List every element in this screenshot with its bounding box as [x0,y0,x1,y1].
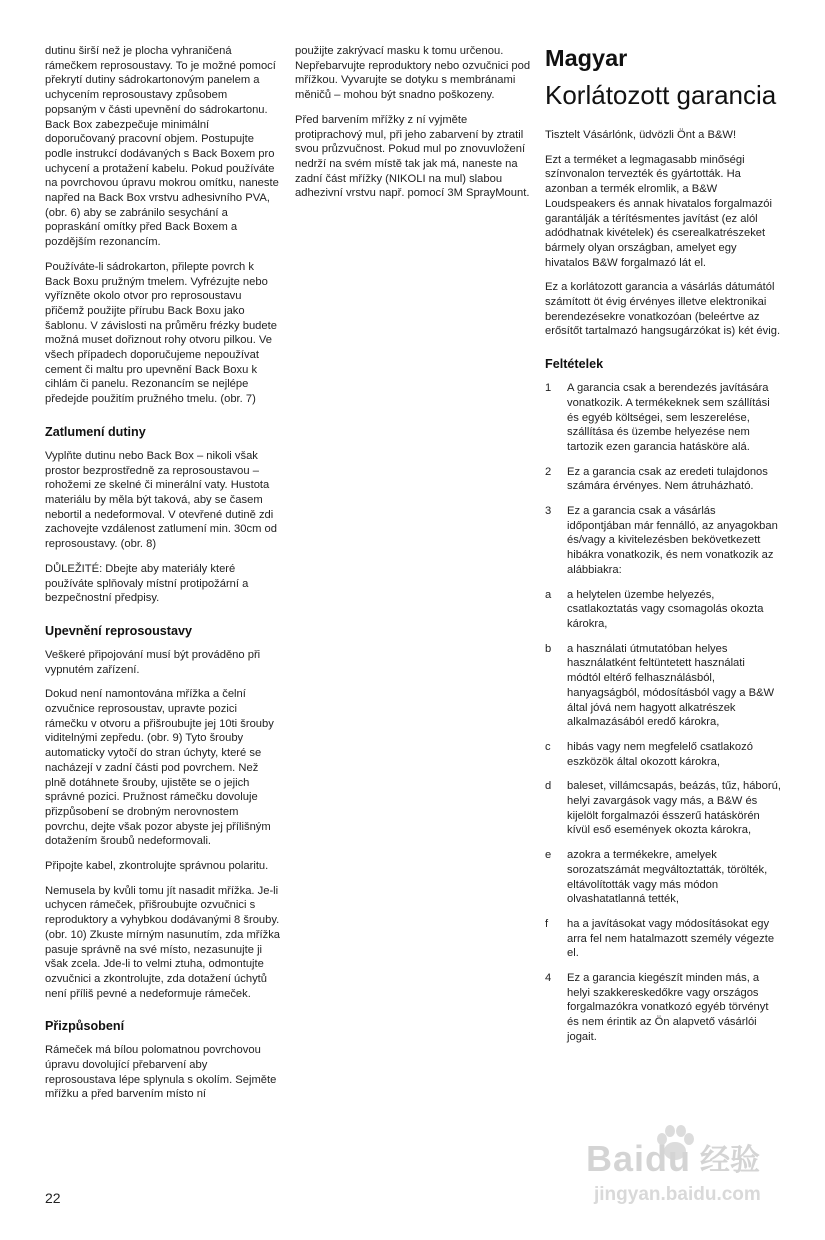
list-item-number: f [545,917,549,930]
list-item [545,465,781,494]
list-item-number: 3 [545,505,552,518]
list-item [545,504,781,578]
list-item-text: azokra a termékekre, amelyek sorozatszámát megváltoztatták, törölték, eltávolították vagy más módon olvashatatlanná tették, [567,849,768,906]
baidu-logo-text [586,1138,692,1179]
list-item [545,381,781,455]
paragraph-polarita: Připojte kabel, zkontrolujte správnou polaritu. [45,860,269,873]
paragraph-pripojovani: Veškeré připojování musí být prováděno při vypnutém zařízení. [45,648,261,676]
column-czech-middle [295,44,531,211]
greeting: Tisztelt Vásárlónk, üdvözli Önt a B&W! [545,129,737,141]
list-item [545,917,781,961]
list-item-text: A garancia csak a berendezés javítására vonatkozik. A termékeknek sem szállítási és egyéb költségei, sem leszerelése, szállítása és üzembe helyezése nem tartozik ezen garancia hatásköre alá. [567,382,770,453]
list-item [545,740,781,769]
heading-upevneni-reprosoustavy: Upevnění reprosoustavy [45,623,192,638]
heading-feltetelek: Feltételek [545,357,604,372]
language-title: Magyar [545,45,628,71]
paragraph-dulezite: DŮLEŽITÉ: Dbejte aby materiály které používáte splňovaly místní protipožární a bezpečnostní předpisy. [45,562,249,605]
page-number: 22 [45,1190,61,1206]
list-item-number: 1 [545,382,552,395]
list-item-number: a [545,588,552,601]
warranty-title: Korlátozott garancia [545,80,777,110]
list-item [545,848,781,907]
list-item-text: a helytelen üzembe helyezés, csatlakoztatás vagy csomagolás okozta károkra, [567,588,764,630]
paragraph-intro: Ezt a terméket a legmagasabb minőségi színvonalon tervezték és gyártották. Ha azonban a termék elromlik, a B&W Loudspeakers és annak hivatalos forgalmazói garantálják a térítésmentes javítást (ez alól adódhatnak kivételek) és cserealkatrészeket bármely olyan országban, amelyet egy hivatalos B&W forgalmazó lát el. [545,153,772,269]
list-item [545,588,781,632]
paragraph-ozvucnice: Nemusela by kvůli tomu jít nasadit mřížka. Je-li uchycen rámeček, přišroubujte ozvučnici s reproduktory a vyhybkou dodávanými 8 šrouby. (obr. 10) Zkuste mírným nasunutím, zda mřížka pasuje správně na své místo, nezasunujte ji však zcela. Jde-li to velmi ztuha, odmontujte ozvučnici a zkontrolujte, zda dotažení úchytů není příliš pevné a nedeformuje rámeček. [45,884,281,1000]
paragraph-protiprachovy-mul: Před barvením mřížky z ní vyjměte protiprachový mul, při jeho zabarvení by ztratil svou průzvučnost. Pokud mul po znovuvložení nedrží na svém místě tak jak má, naneste na zadní část mřížky (NIKOLI na mul) slabou adhezivní vrstvu např. pomocí 3M SprayMount. [295,113,530,200]
list-item-text: ha a javításokat vagy módosításokat egy arra fel nem hatalmazott személy végezte el. [567,917,775,960]
list-item-text: hibás vagy nem megfelelő csatlakozó eszközök által okozott károkra, [567,740,753,768]
heading-zatlumeni-dutiny: Zatlumení dutiny [45,424,146,439]
list-item-number: c [545,740,551,753]
conditions-list [545,381,781,1044]
list-item-text: Ez a garancia csak az eredeti tulajdonos számára érvényes. Nem átruházható. [567,465,768,493]
paragraph-back-box: dutinu širší než je plocha vyhraničená rámečkem reprosoustavy. To je možné pomocí překrytí dutiny sádrokartonovým panelem a uchycením reprosoustavy způsobem popsaným v části upevnění do sádrokartonu. Back Box zabezpečuje minimální doporučovaný pracovní objem. Postupujte podle instrukcí dodávaných s Back Boxem pro uchycení a protažení kabelu. Pokud používáte na povrchovou úpravu mokrou omítku, naneste napřed na Back Box vrstvu adhesivního PVA, (obr. 6) aby se zabránilo sesychání a popraskání omítky před Back Boxem a pozdějším rezonancím. [45,45,279,249]
baidu-logo-du: du [645,1138,692,1179]
list-item-text: baleset, villámcsapás, beázás, tűz, háború, helyi zavargások vagy más, a B&W és kijelölt forgalmazói ésszerű hatáskörén kívül eső események okozta károkra, [567,780,781,837]
heading-prizpusobeni: Přizpůsobení [45,1019,125,1034]
baidu-watermark [586,1124,786,1214]
column-hungarian [545,44,781,1055]
list-item-text: Ez a garancia kiegészít minden más, a helyi szakkereskedőkre vagy országos forgalmazókra vonatkozó egyéb törvényt és nem érintik az Ön alapvető vásárlói jogait. [567,972,769,1043]
paragraph-ramecek-mrizka: Dokud není namontována mřížka a čelní ozvučnice reprosoustav, upravte pozici rámečku v otvoru a přišroubujte jej 10ti šrouby viditelnými zepředu. (obr. 9) Tyto šrouby automaticky vytočí do stran úchyty, které se nacházejí v zadní části pod povrchem. Než plně dotáhnete šrouby, ujistěte se o jejich správné pozici. Pružnost rámečku dovoluje přizpůsobení se drobným nerovnostem povrchu, dejte však pozor abyste jej přílišným dotažením šroubů nedeformovali. [45,688,274,848]
paragraph-sadrokarton: Používáte-li sádrokarton, přilepte povrch k Back Boxu pružným tmelem. Vyfrézujte nebo vyřízněte okolo otvor pro reprosoustavu přičemž použijte přírubu Back Boxu jako šablonu. V závislosti na průměru frézky budete možná muset dořiznout rohy otvoru pilkou. Ve všech případech doporučujeme nepoužívat cement či maltu pro upevnění Back Boxu k cihlám či panelu. Rezonancím se nejlépe předejde použitím pružného tmelu. (obr. 7) [45,260,277,406]
list-item-text: Ez a garancia csak a vásárlás időpontjában már fennálló, az anyagokban és/vagy a kivitelezésben bekövetkezett hibákra vonatkozik, és nem vonatkozik az alábbiakra: [567,505,778,576]
list-item-number: b [545,642,552,655]
column-czech-left [45,44,281,1112]
list-item [545,642,781,730]
paragraph-maska: použijte zakrývací masku k tomu určenou. Nepřebarvujte reproduktory nebo ozvučnici pod mřížkou. Vyvarujte se dotyku s membránami měničů – mohou být snadno poškozeny. [295,45,531,102]
list-item-number: 2 [545,465,552,478]
list-item-text: a használati útmutatóban helyes használatként feltüntetett használati módtól eltérő felhasználásból, hanyagságból, módosításból vagy a B&W által jóvá nem hagyott alkatrészek alkalmazásából eredő károkra, [567,642,775,729]
list-item-number: e [545,849,552,862]
list-item [545,971,781,1045]
list-item-number: d [545,780,552,793]
paragraph-vyplnte-dutinu: Vyplňte dutinu nebo Back Box – nikoli však prostor bezprostředně za reprosoustavou – rohožemi ze skelné či minerální vaty. Hustota materiálu by měla být taková, aby se časem nebortil a nedeformoval. V otevřené dutině zdi zachovejte vzdálenost zatlumení min. 30cm od reprosoustavy. (obr. 8) [45,449,277,551]
baidu-watermark-url: jingyan.baidu.com [594,1184,761,1205]
list-item-number: 4 [545,972,552,985]
baidu-logo-latin: Bai [586,1138,646,1179]
paragraph-validity: Ez a korlátozott garancia a vásárlás dátumától számított öt évig érvényes illetve elektronikai berendezésekre vonatkozóan (beleértve az erősítőt tartalmazó hangsugárzókat is) két évig. [545,281,781,338]
paragraph-barveni: Rámeček má bílou polomatnou povrchovou úpravu dovolující přebarvení aby reprosoustava lépe splynula s okolím. Sejměte mřížku a před barvením místo ní [45,1044,277,1101]
list-item [545,779,781,838]
baidu-logo-chinese: 经验 [700,1144,760,1177]
